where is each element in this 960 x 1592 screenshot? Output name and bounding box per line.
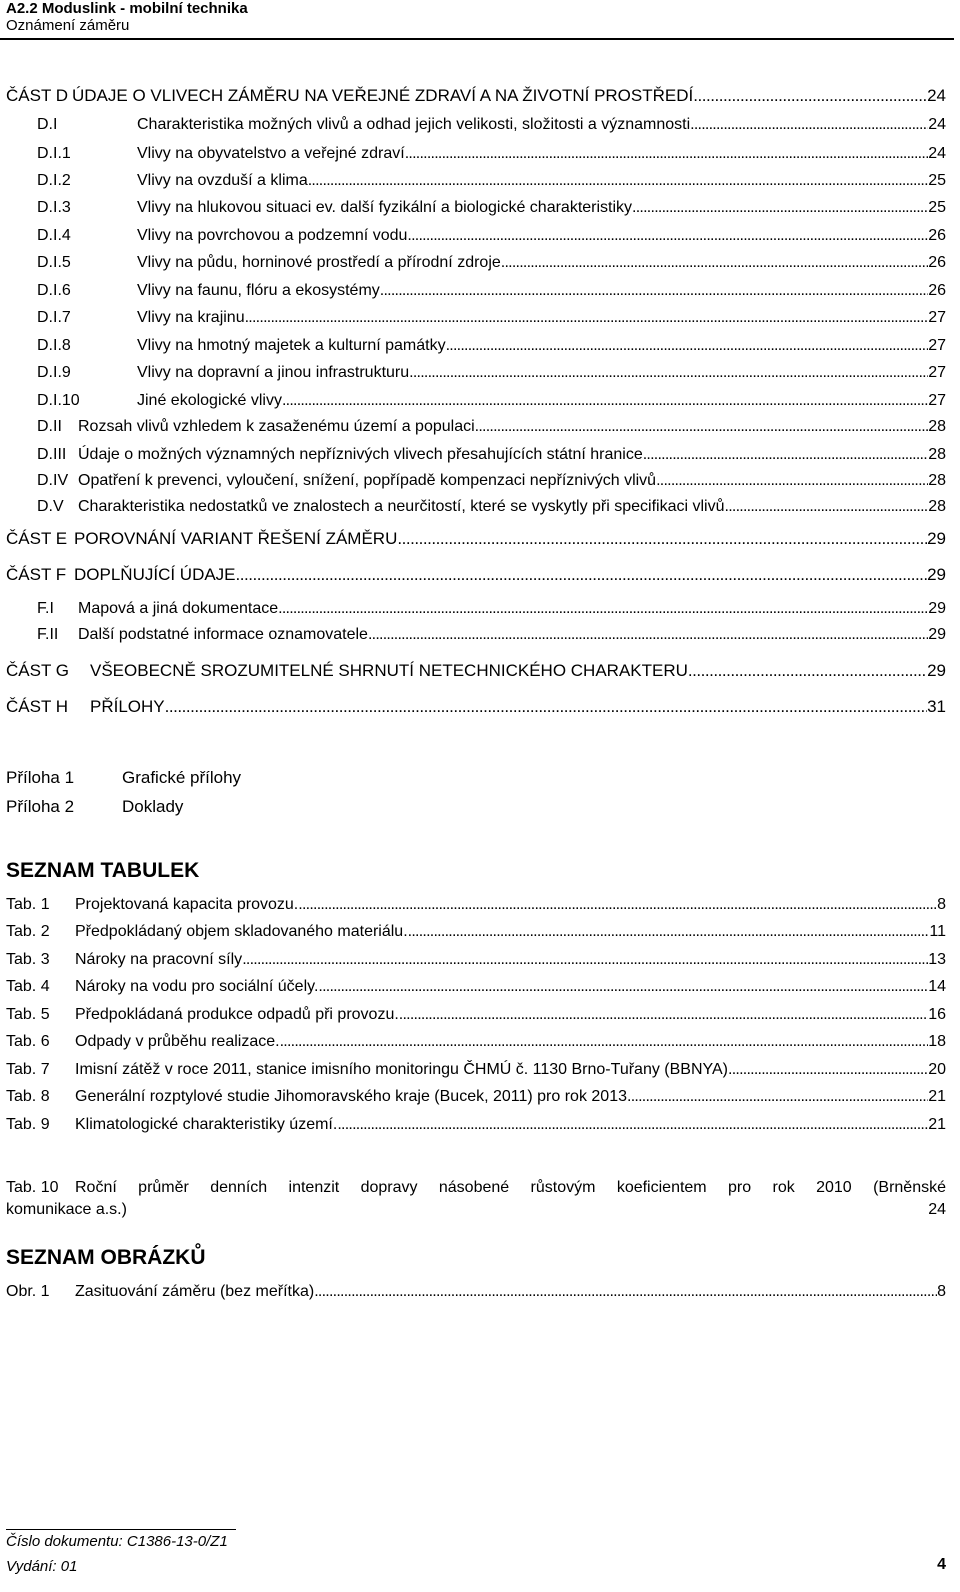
toc-page: 26 bbox=[928, 282, 946, 299]
toc-title: Vlivy na ovzduší a klima bbox=[137, 172, 308, 189]
toc-number: ČÁST E bbox=[6, 529, 68, 548]
toc-page: 26 bbox=[928, 227, 946, 244]
toc-entry[interactable] bbox=[37, 145, 946, 163]
table-list-page: 14 bbox=[928, 978, 946, 995]
toc-title: ÚDAJE O VLIVECH ZÁMĚRU NA VEŘEJNÉ ZDRAVÍ A NA ŽIVOTNÍ PROSTŘEDÍ bbox=[72, 86, 694, 105]
dot-leader bbox=[318, 978, 928, 996]
toc-entry[interactable] bbox=[37, 116, 946, 134]
table-list-title: Imisní zátěž v roce 2011, stanice imisního monitoringu ČHMÚ č. 1130 Brno-Tuřany (BBNYA) bbox=[75, 1061, 728, 1078]
toc-entry[interactable] bbox=[6, 529, 946, 549]
toc-title: Charakteristika nedostatků ve znalostech a neurčitostí, které se vyskytly při specifikaci vlivů bbox=[78, 498, 725, 515]
table-list-title: Předpokládaná produkce odpadů při provozu. bbox=[75, 1006, 399, 1023]
table-list-page: 11 bbox=[929, 923, 946, 940]
toc-number: D.I bbox=[37, 116, 58, 133]
toc-entry-tab-10-cont[interactable] bbox=[6, 1201, 946, 1219]
toc-number: D.II bbox=[37, 418, 62, 435]
page-header bbox=[6, 0, 952, 35]
header-title: A2.2 Moduslink - mobilní technika bbox=[6, 0, 248, 17]
table-list-entry[interactable] bbox=[6, 1061, 946, 1079]
toc-page: 26 bbox=[928, 254, 946, 271]
toc-entry[interactable] bbox=[37, 446, 946, 464]
toc-page: 29 bbox=[928, 600, 946, 617]
toc-entry[interactable] bbox=[37, 254, 946, 272]
dot-leader bbox=[308, 172, 928, 190]
table-list-title: Nároky na pracovní síly bbox=[75, 951, 243, 968]
toc-page: 28 bbox=[928, 446, 946, 463]
table-list-title: Generální rozptylové studie Jihomoravského kraje (Bucek, 2011) pro rok 2013 bbox=[75, 1088, 627, 1105]
table-list-entry[interactable] bbox=[6, 1116, 946, 1134]
footer-doc-number: Číslo dokumentu: C1386-13-0/Z1 bbox=[6, 1533, 228, 1550]
toc-entry[interactable] bbox=[37, 309, 946, 327]
dot-leader bbox=[643, 446, 928, 464]
figure-list-title: Zasituování záměru (bez meřítka) bbox=[75, 1283, 315, 1300]
toc-page: 28 bbox=[928, 472, 946, 489]
figures-section-title: SEZNAM OBRÁZKŮ bbox=[6, 1246, 206, 1269]
toc-page: 31 bbox=[927, 697, 946, 716]
table-list-page: 16 bbox=[928, 1006, 946, 1023]
toc-entry[interactable] bbox=[37, 199, 946, 217]
dot-leader bbox=[725, 498, 929, 516]
table-list-number: Tab. 8 bbox=[6, 1088, 50, 1105]
toc-entry[interactable] bbox=[6, 565, 946, 585]
toc-page: 29 bbox=[927, 565, 946, 584]
table-list-entry[interactable] bbox=[6, 1033, 946, 1051]
toc-number: D.I.5 bbox=[37, 254, 71, 271]
dot-leader bbox=[656, 472, 928, 490]
tab-10-number: Tab. 10 bbox=[6, 1179, 59, 1196]
toc-entry[interactable] bbox=[37, 418, 946, 436]
dot-leader bbox=[314, 1283, 937, 1301]
toc-page: 24 bbox=[927, 86, 946, 105]
table-list-page: 18 bbox=[928, 1033, 946, 1050]
table-list-entry[interactable] bbox=[6, 1088, 946, 1106]
dot-leader bbox=[728, 1061, 928, 1079]
toc-number: D.I.9 bbox=[37, 364, 71, 381]
toc-page: 27 bbox=[928, 337, 946, 354]
toc-entry[interactable] bbox=[6, 661, 946, 681]
toc-title: Další podstatné informace oznamovatele bbox=[78, 626, 368, 643]
toc-page: 29 bbox=[927, 529, 946, 548]
toc-number: F.I bbox=[37, 600, 54, 617]
toc-number: ČÁST G bbox=[6, 661, 69, 680]
toc-page: 27 bbox=[928, 392, 946, 409]
toc-title: VŠEOBECNĚ SROZUMITELNÉ SHRNUTÍ NETECHNICKÉHO CHARAKTERU bbox=[90, 661, 688, 680]
toc-entry[interactable] bbox=[37, 364, 946, 382]
toc-number: D.I.7 bbox=[37, 309, 71, 326]
table-list-number: Tab. 1 bbox=[6, 896, 50, 913]
attachment-label-2: Příloha 2 bbox=[6, 797, 75, 816]
dot-leader bbox=[627, 1088, 928, 1106]
toc-entry[interactable] bbox=[37, 227, 946, 245]
toc-title: DOPLŇUJÍCÍ ÚDAJE bbox=[74, 565, 236, 584]
footer-edition: Vydání: 01 bbox=[6, 1558, 78, 1575]
table-list-page: 8 bbox=[937, 896, 946, 913]
dot-leader bbox=[236, 565, 928, 585]
dot-leader bbox=[280, 1033, 929, 1051]
toc-number: D.V bbox=[37, 498, 64, 515]
table-list-title: Předpokládaný objem skladovaného materiálu. bbox=[75, 923, 408, 940]
toc-number: F.II bbox=[37, 626, 59, 643]
page-number: 4 bbox=[937, 1556, 946, 1573]
toc-number: D.I.10 bbox=[37, 392, 80, 409]
table-list-number: Tab. 6 bbox=[6, 1033, 50, 1050]
table-list-number: Tab. 2 bbox=[6, 923, 50, 940]
table-list-page: 21 bbox=[928, 1088, 946, 1105]
toc-page: 24 bbox=[928, 116, 946, 133]
tables-section-title: SEZNAM TABULEK bbox=[6, 859, 200, 882]
toc-entry[interactable] bbox=[37, 392, 946, 410]
toc-number: ČÁST D bbox=[6, 86, 69, 105]
table-list-entry[interactable] bbox=[6, 978, 946, 996]
table-list-title: Odpady v průběhu realizace. bbox=[75, 1033, 280, 1050]
table-list-number: Tab. 3 bbox=[6, 951, 50, 968]
toc-title: Vlivy na hmotný majetek a kulturní památky bbox=[137, 337, 446, 354]
footer-divider bbox=[6, 1529, 236, 1530]
table-list-entry[interactable] bbox=[6, 896, 946, 914]
toc-number: D.I.1 bbox=[37, 145, 71, 162]
header-subtitle: Oznámení záměru bbox=[6, 17, 130, 34]
toc-number: D.IV bbox=[37, 472, 69, 489]
tab-10-page: 24 bbox=[928, 1201, 946, 1218]
dot-leader bbox=[282, 392, 928, 410]
toc-title: Údaje o možných významných nepříznivých vlivech přesahujících státní hranice bbox=[78, 446, 643, 463]
toc-title: Vlivy na dopravní a jinou infrastrukturu bbox=[137, 364, 410, 381]
dot-leader bbox=[245, 309, 929, 327]
figure-list-number: Obr. 1 bbox=[6, 1283, 50, 1300]
toc-number: D.I.6 bbox=[37, 282, 71, 299]
toc-title: Rozsah vlivů vzhledem k zasaženému území a populaci bbox=[78, 418, 475, 435]
toc-page: 27 bbox=[928, 309, 946, 326]
toc-entry[interactable] bbox=[37, 626, 946, 644]
toc-page: 25 bbox=[928, 172, 946, 189]
dot-leader bbox=[409, 364, 928, 382]
dot-leader bbox=[298, 896, 937, 914]
toc-number: ČÁST F bbox=[6, 565, 67, 584]
toc-number: D.III bbox=[37, 446, 67, 463]
dot-leader bbox=[688, 661, 927, 681]
table-list-page: 20 bbox=[928, 1061, 946, 1078]
toc-title: POROVNÁNÍ VARIANT ŘEŠENÍ ZÁMĚRU bbox=[74, 529, 398, 548]
dot-leader bbox=[278, 600, 928, 618]
toc-page: 24 bbox=[928, 145, 946, 162]
header-divider bbox=[0, 38, 954, 40]
dot-leader bbox=[632, 199, 928, 217]
tab-10-text-line2: komunikace a.s.) bbox=[6, 1201, 127, 1218]
dot-leader bbox=[337, 1116, 928, 1134]
toc-page: 28 bbox=[928, 498, 946, 515]
toc-entry[interactable] bbox=[37, 472, 946, 490]
toc-title: Mapová a jiná dokumentace bbox=[78, 600, 279, 617]
table-list-entry[interactable] bbox=[6, 923, 946, 941]
table-list-page: 21 bbox=[928, 1116, 946, 1133]
toc-title: PŘÍLOHY bbox=[90, 697, 165, 716]
toc-entry[interactable] bbox=[37, 172, 946, 190]
attachment-text-1: Grafické přílohy bbox=[122, 768, 242, 787]
table-list-title: Projektovaná kapacita provozu. bbox=[75, 896, 299, 913]
table-list-number: Tab. 7 bbox=[6, 1061, 50, 1078]
toc-entry[interactable] bbox=[6, 697, 946, 717]
dot-leader bbox=[446, 337, 929, 355]
toc-title: Vlivy na faunu, flóru a ekosystémy bbox=[137, 282, 380, 299]
table-list-title: Klimatologické charakteristiky území. bbox=[75, 1116, 338, 1133]
toc-page: 28 bbox=[928, 418, 946, 435]
table-list-page: 13 bbox=[928, 951, 946, 968]
toc-entry[interactable] bbox=[6, 86, 946, 106]
table-list-number: Tab. 4 bbox=[6, 978, 50, 995]
toc-entry[interactable] bbox=[37, 498, 946, 516]
dot-leader bbox=[408, 923, 930, 941]
dot-leader bbox=[368, 626, 928, 644]
dot-leader bbox=[405, 145, 929, 163]
dot-leader bbox=[475, 418, 929, 436]
toc-title: Jiné ekologické vlivy bbox=[137, 392, 282, 409]
toc-title: Vlivy na hlukovou situaci ev. další fyzikální a biologické charakteristiky bbox=[137, 199, 633, 216]
toc-title: Vlivy na půdu, horninové prostředí a přírodní zdroje bbox=[137, 254, 501, 271]
dot-leader bbox=[242, 951, 928, 969]
toc-page: 29 bbox=[928, 626, 946, 643]
toc-page: 25 bbox=[928, 199, 946, 216]
dot-leader bbox=[380, 282, 928, 300]
toc-title: Vlivy na obyvatelstvo a veřejné zdraví bbox=[137, 145, 405, 162]
dot-leader bbox=[397, 529, 927, 549]
toc-entry-tab-10[interactable] bbox=[6, 1179, 946, 1197]
table-list-number: Tab. 9 bbox=[6, 1116, 50, 1133]
toc-number: D.I.4 bbox=[37, 227, 71, 244]
toc-title: Vlivy na povrchovou a podzemní vodu bbox=[137, 227, 408, 244]
dot-leader bbox=[501, 254, 928, 272]
toc-title: Vlivy na krajinu bbox=[137, 309, 245, 326]
toc-title: Opatření k prevenci, vyloučení, snížení, popřípadě kompenzaci nepříznivých vlivů bbox=[78, 472, 657, 489]
tab-10-text-line1: Roční průměr denních intenzit dopravy násobené růstovým koeficientem pro rok 2010 (Brněnské bbox=[75, 1179, 946, 1196]
table-list-number: Tab. 5 bbox=[6, 1006, 50, 1023]
table-list-title: Nároky na vodu pro sociální účely. bbox=[75, 978, 319, 995]
attachment-text-2: Doklady bbox=[122, 797, 184, 816]
figure-list-entry[interactable] bbox=[6, 1283, 946, 1301]
dot-leader bbox=[690, 116, 928, 134]
toc-number: ČÁST H bbox=[6, 697, 69, 716]
dot-leader bbox=[407, 227, 928, 245]
toc-number: D.I.8 bbox=[37, 337, 71, 354]
dot-leader bbox=[165, 697, 927, 717]
table-list-entry[interactable] bbox=[6, 1006, 946, 1024]
toc-entry[interactable] bbox=[37, 282, 946, 300]
table-list-entry[interactable] bbox=[6, 951, 946, 969]
dot-leader bbox=[399, 1006, 928, 1024]
toc-entry[interactable] bbox=[37, 337, 946, 355]
toc-page: 27 bbox=[928, 364, 946, 381]
toc-number: D.I.2 bbox=[37, 172, 71, 189]
attachment-label-1: Příloha 1 bbox=[6, 768, 75, 787]
dot-leader bbox=[693, 86, 927, 106]
figure-list-page: 8 bbox=[937, 1283, 946, 1300]
toc-number: D.I.3 bbox=[37, 199, 71, 216]
toc-page: 29 bbox=[927, 661, 946, 680]
toc-title: Charakteristika možných vlivů a odhad jejich velikosti, složitosti a významnosti bbox=[137, 116, 691, 133]
toc-entry[interactable] bbox=[37, 600, 946, 618]
